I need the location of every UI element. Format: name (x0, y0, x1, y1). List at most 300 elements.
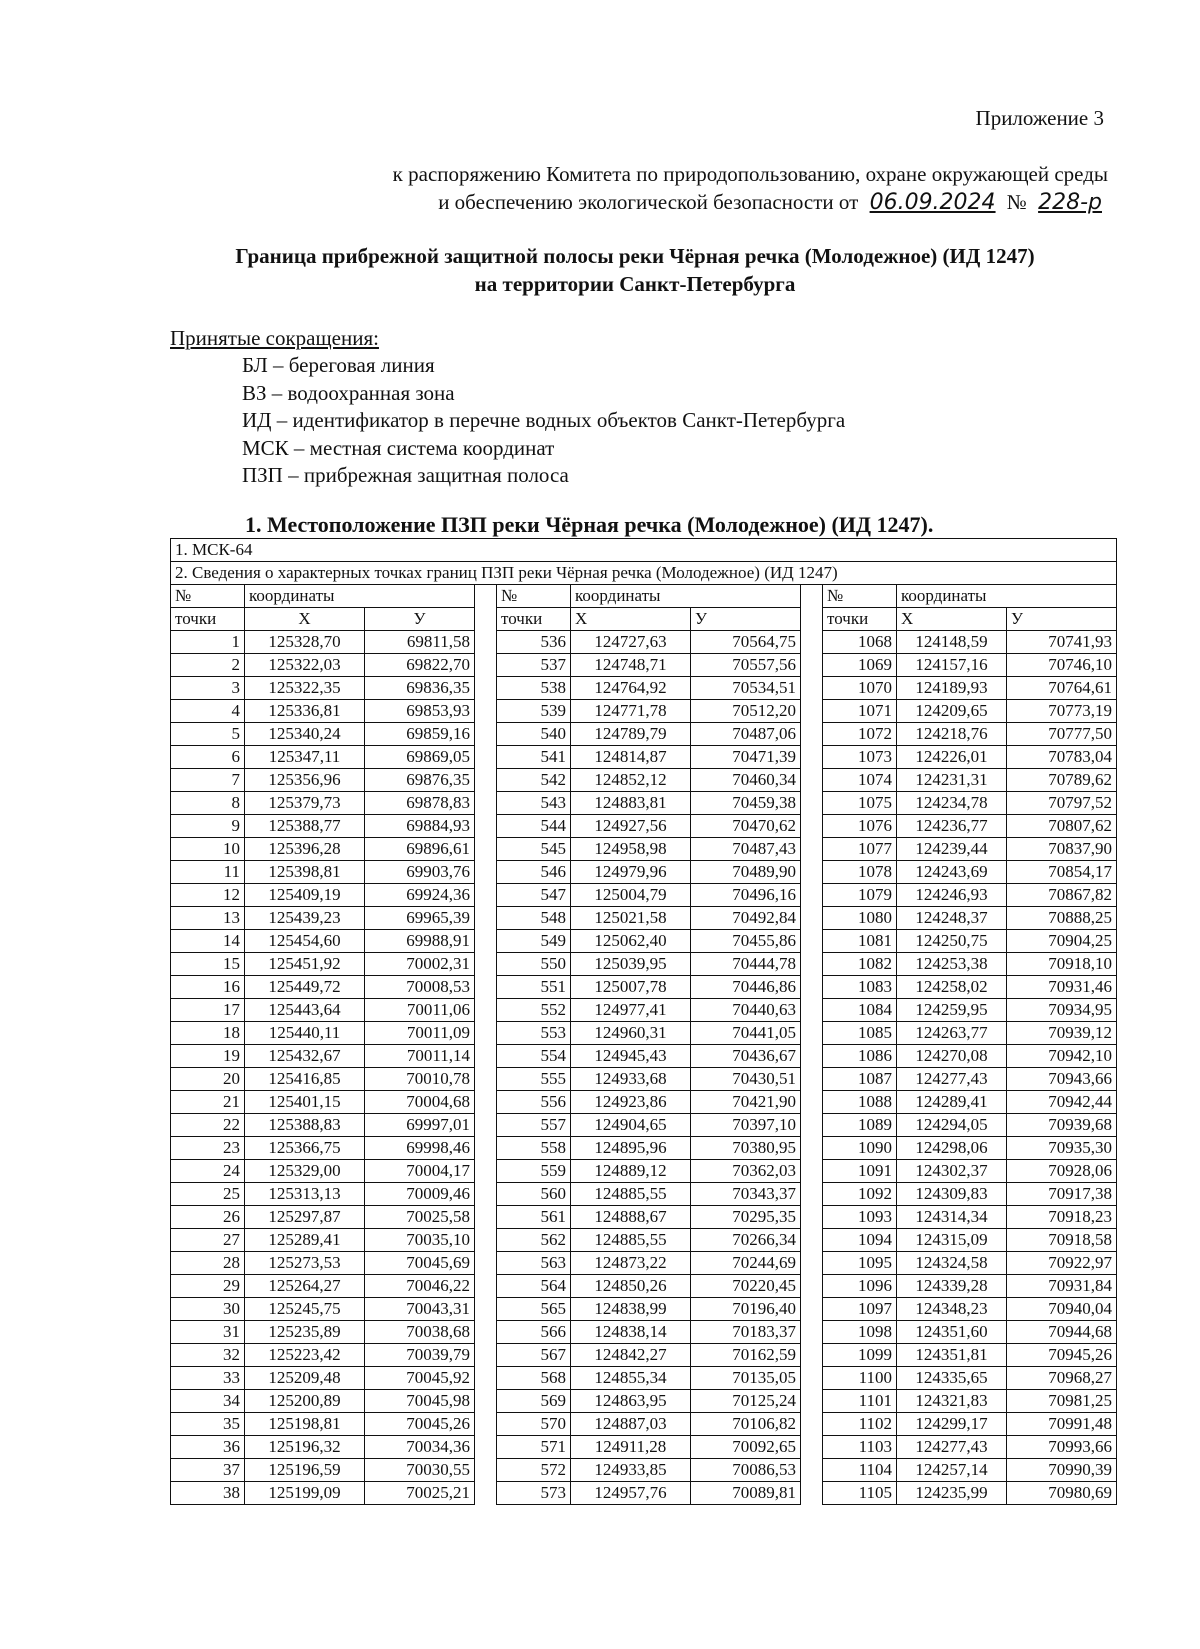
table-row (171, 953, 1117, 976)
coord-x: 125198,81 (245, 1413, 365, 1436)
coord-y: 70004,17 (365, 1160, 475, 1183)
table-row (171, 907, 1117, 930)
coord-x: 124814,87 (571, 746, 691, 769)
point-number: 8 (171, 792, 245, 815)
gap-cell (475, 1482, 497, 1505)
coord-y: 69836,35 (365, 677, 475, 700)
coord-x: 125454,60 (245, 930, 365, 953)
coord-y: 70135,05 (691, 1367, 801, 1390)
point-number: 1077 (823, 838, 897, 861)
coord-y: 70943,66 (1007, 1068, 1117, 1091)
gap-cell (475, 838, 497, 861)
table-row (171, 1252, 1117, 1275)
coord-x: 125328,70 (245, 631, 365, 654)
coord-y: 70244,69 (691, 1252, 801, 1275)
point-number: 1103 (823, 1436, 897, 1459)
coord-y: 70009,46 (365, 1183, 475, 1206)
coord-x: 125409,19 (245, 884, 365, 907)
gap-cell (475, 999, 497, 1022)
coord-x: 124351,60 (897, 1321, 1007, 1344)
coord-y: 70089,81 (691, 1482, 801, 1505)
point-number: 1099 (823, 1344, 897, 1367)
coord-y: 70430,51 (691, 1068, 801, 1091)
coord-x: 124258,02 (897, 976, 1007, 999)
point-number: 1091 (823, 1160, 897, 1183)
point-number: 543 (497, 792, 571, 815)
table-caption-cell: 2. Сведения о характерных точках границ ПЗП реки Чёрная речка (Молодежное) (ИД 1247) (171, 562, 1117, 585)
coord-x: 124977,41 (571, 999, 691, 1022)
gap-cell (475, 1137, 497, 1160)
coord-x: 124235,99 (897, 1482, 1007, 1505)
coord-y: 70918,58 (1007, 1229, 1117, 1252)
point-number: 1097 (823, 1298, 897, 1321)
gap-cell (801, 769, 823, 792)
gap-cell (475, 746, 497, 769)
point-number: 22 (171, 1114, 245, 1137)
gap-cell (801, 999, 823, 1022)
coord-x: 124771,78 (571, 700, 691, 723)
coord-y: 70045,26 (365, 1413, 475, 1436)
coord-y: 69997,01 (365, 1114, 475, 1137)
gap-cell (475, 1206, 497, 1229)
gap-cell (475, 815, 497, 838)
coord-x: 125004,79 (571, 884, 691, 907)
point-number: 545 (497, 838, 571, 861)
coord-y: 69878,83 (365, 792, 475, 815)
coord-x: 124257,14 (897, 1459, 1007, 1482)
coord-x: 124239,44 (897, 838, 1007, 861)
coord-y: 70939,68 (1007, 1114, 1117, 1137)
point-number: 1096 (823, 1275, 897, 1298)
point-number: 33 (171, 1367, 245, 1390)
coord-y: 70837,90 (1007, 838, 1117, 861)
coord-x: 125209,48 (245, 1367, 365, 1390)
coord-x: 125289,41 (245, 1229, 365, 1252)
coord-y: 70220,45 (691, 1275, 801, 1298)
gap-cell (475, 1321, 497, 1344)
table-row (171, 1390, 1117, 1413)
coord-x: 125273,53 (245, 1252, 365, 1275)
order-reference (208, 160, 1108, 217)
gap-cell (801, 631, 823, 654)
gap-cell (801, 907, 823, 930)
table-row (171, 1160, 1117, 1183)
point-number: 1102 (823, 1413, 897, 1436)
coord-y: 69859,16 (365, 723, 475, 746)
point-number: 12 (171, 884, 245, 907)
coord-x: 124945,43 (571, 1045, 691, 1068)
coord-y: 70471,39 (691, 746, 801, 769)
col-header-y: У (1007, 608, 1117, 631)
table-row (171, 792, 1117, 815)
gap-cell (801, 1068, 823, 1091)
point-number: 1079 (823, 884, 897, 907)
gap-cell (475, 1183, 497, 1206)
table-row (171, 1367, 1117, 1390)
order-number-sign: № (1006, 190, 1027, 214)
point-number: 567 (497, 1344, 571, 1367)
table-row (171, 1459, 1117, 1482)
coord-x: 124933,68 (571, 1068, 691, 1091)
coord-x: 124289,41 (897, 1091, 1007, 1114)
coord-y: 70266,34 (691, 1229, 801, 1252)
coord-y: 70043,31 (365, 1298, 475, 1321)
coord-x: 125356,96 (245, 769, 365, 792)
coord-x: 124277,43 (897, 1436, 1007, 1459)
gap-cell (801, 723, 823, 746)
gap-cell (475, 1367, 497, 1390)
coord-x: 124148,59 (897, 631, 1007, 654)
table-header-row-1 (171, 585, 1117, 608)
coord-y: 70035,10 (365, 1229, 475, 1252)
point-number: 547 (497, 884, 571, 907)
coord-x: 125379,73 (245, 792, 365, 815)
coord-x: 125398,81 (245, 861, 365, 884)
coord-x: 124270,08 (897, 1045, 1007, 1068)
coord-y: 70162,59 (691, 1344, 801, 1367)
col-header-coords: координаты (245, 585, 475, 608)
point-number: 560 (497, 1183, 571, 1206)
coord-y: 69876,35 (365, 769, 475, 792)
coord-y: 70904,25 (1007, 930, 1117, 953)
table-header-row-2 (171, 608, 1117, 631)
coord-y: 70991,48 (1007, 1413, 1117, 1436)
point-number: 557 (497, 1114, 571, 1137)
point-number: 1069 (823, 654, 897, 677)
point-number: 18 (171, 1022, 245, 1045)
coord-y: 70942,44 (1007, 1091, 1117, 1114)
point-number: 23 (171, 1137, 245, 1160)
coord-x: 124189,93 (897, 677, 1007, 700)
coord-y: 70777,50 (1007, 723, 1117, 746)
coord-y: 70045,69 (365, 1252, 475, 1275)
coord-y: 69924,36 (365, 884, 475, 907)
col-header-x: Х (571, 608, 691, 631)
table-row (171, 723, 1117, 746)
coord-x: 124351,81 (897, 1344, 1007, 1367)
coord-x: 124253,38 (897, 953, 1007, 976)
coord-x: 125196,32 (245, 1436, 365, 1459)
coord-y: 69988,91 (365, 930, 475, 953)
coord-y: 70362,03 (691, 1160, 801, 1183)
gap-cell (801, 1321, 823, 1344)
gap-cell (801, 1229, 823, 1252)
coord-y: 70487,06 (691, 723, 801, 746)
table-row (171, 1206, 1117, 1229)
table-row (171, 976, 1117, 999)
table-row (171, 1229, 1117, 1252)
gap-cell (801, 1160, 823, 1183)
coord-y: 70512,20 (691, 700, 801, 723)
coord-y: 70444,78 (691, 953, 801, 976)
gap-cell (475, 1298, 497, 1321)
coord-x: 125196,59 (245, 1459, 365, 1482)
coord-y: 69822,70 (365, 654, 475, 677)
gap-cell (801, 1252, 823, 1275)
coord-y: 69896,61 (365, 838, 475, 861)
coord-x: 124855,34 (571, 1367, 691, 1390)
gap-cell (801, 792, 823, 815)
point-number: 34 (171, 1390, 245, 1413)
point-number: 559 (497, 1160, 571, 1183)
gap-cell (801, 1183, 823, 1206)
point-number: 1 (171, 631, 245, 654)
table-row (171, 1413, 1117, 1436)
coord-y: 70797,52 (1007, 792, 1117, 815)
point-number: 553 (497, 1022, 571, 1045)
point-number: 3 (171, 677, 245, 700)
title-line-1: Граница прибрежной защитной полосы реки Чёрная речка (Молодежное) (ИД 1247) (235, 244, 1035, 268)
coord-x: 125439,23 (245, 907, 365, 930)
table-row (171, 1022, 1117, 1045)
point-number: 572 (497, 1459, 571, 1482)
gap-cell (475, 1275, 497, 1298)
point-number: 1100 (823, 1367, 897, 1390)
point-number: 36 (171, 1436, 245, 1459)
coord-x: 124748,71 (571, 654, 691, 677)
point-number: 25 (171, 1183, 245, 1206)
coord-x: 124863,95 (571, 1390, 691, 1413)
gap-cell (801, 608, 823, 631)
col-header-no: № (497, 585, 571, 608)
gap-cell (801, 976, 823, 999)
point-number: 558 (497, 1137, 571, 1160)
document-title (150, 242, 1120, 298)
gap-cell (475, 953, 497, 976)
coord-x: 125264,27 (245, 1275, 365, 1298)
gap-cell (801, 1114, 823, 1137)
gap-cell (475, 769, 497, 792)
coord-x: 125366,75 (245, 1137, 365, 1160)
coord-y: 70888,25 (1007, 907, 1117, 930)
point-number: 31 (171, 1321, 245, 1344)
coord-x: 124226,01 (897, 746, 1007, 769)
gap-cell (475, 1160, 497, 1183)
coord-x: 125401,15 (245, 1091, 365, 1114)
point-number: 1084 (823, 999, 897, 1022)
coord-x: 124958,98 (571, 838, 691, 861)
coord-y: 69853,93 (365, 700, 475, 723)
point-number: 1072 (823, 723, 897, 746)
gap-cell (801, 1206, 823, 1229)
gap-cell (475, 976, 497, 999)
coord-y: 69884,93 (365, 815, 475, 838)
coord-x: 124315,09 (897, 1229, 1007, 1252)
point-number: 568 (497, 1367, 571, 1390)
coord-y: 70045,98 (365, 1390, 475, 1413)
coord-x: 124243,69 (897, 861, 1007, 884)
coord-x: 124209,65 (897, 700, 1007, 723)
point-number: 542 (497, 769, 571, 792)
coord-x: 124838,99 (571, 1298, 691, 1321)
point-number: 565 (497, 1298, 571, 1321)
coord-y: 70011,09 (365, 1022, 475, 1045)
coord-x: 125021,58 (571, 907, 691, 930)
point-number: 19 (171, 1045, 245, 1068)
coord-y: 70380,95 (691, 1137, 801, 1160)
table-row (171, 861, 1117, 884)
gap-cell (801, 1045, 823, 1068)
coord-y: 70918,10 (1007, 953, 1117, 976)
table-row (171, 1275, 1117, 1298)
point-number: 570 (497, 1413, 571, 1436)
order-number: 228-р (1038, 190, 1102, 215)
coord-y: 70944,68 (1007, 1321, 1117, 1344)
gap-cell (475, 1413, 497, 1436)
point-number: 21 (171, 1091, 245, 1114)
coord-x: 124248,37 (897, 907, 1007, 930)
coord-y: 70931,46 (1007, 976, 1117, 999)
order-line-2 (208, 188, 1108, 217)
gap-cell (801, 585, 823, 608)
coord-y: 70183,37 (691, 1321, 801, 1344)
coord-x: 124873,22 (571, 1252, 691, 1275)
coord-y: 70046,22 (365, 1275, 475, 1298)
point-number: 14 (171, 930, 245, 953)
coord-x: 124883,81 (571, 792, 691, 815)
point-number: 541 (497, 746, 571, 769)
gap-cell (801, 654, 823, 677)
point-number: 1083 (823, 976, 897, 999)
abbreviation-item: ИД – идентификатор в перечне водных объектов Санкт-Петербурга (242, 408, 846, 432)
coord-y: 70459,38 (691, 792, 801, 815)
coord-x: 124933,85 (571, 1459, 691, 1482)
order-line-1: к распоряжению Комитета по природопользованию, охране окружающей среды (392, 162, 1108, 186)
coord-y: 70045,92 (365, 1367, 475, 1390)
gap-cell (475, 1436, 497, 1459)
point-number: 6 (171, 746, 245, 769)
table-row (171, 1137, 1117, 1160)
coord-x: 124885,55 (571, 1229, 691, 1252)
coord-y: 70343,37 (691, 1183, 801, 1206)
point-number: 17 (171, 999, 245, 1022)
coord-y: 70489,90 (691, 861, 801, 884)
point-number: 1093 (823, 1206, 897, 1229)
coord-x: 124335,65 (897, 1367, 1007, 1390)
coord-y: 70935,30 (1007, 1137, 1117, 1160)
point-number: 1092 (823, 1183, 897, 1206)
point-number: 11 (171, 861, 245, 884)
point-number: 1088 (823, 1091, 897, 1114)
coord-x: 125347,11 (245, 746, 365, 769)
coord-y: 70125,24 (691, 1390, 801, 1413)
point-number: 571 (497, 1436, 571, 1459)
table-row (171, 1482, 1117, 1505)
table-row (171, 1436, 1117, 1459)
gap-cell (801, 700, 823, 723)
coord-x: 124263,77 (897, 1022, 1007, 1045)
gap-cell (475, 700, 497, 723)
point-number: 1070 (823, 677, 897, 700)
point-number: 1073 (823, 746, 897, 769)
coord-y: 70867,82 (1007, 884, 1117, 907)
gap-cell (475, 1114, 497, 1137)
point-number: 544 (497, 815, 571, 838)
coord-x: 125297,87 (245, 1206, 365, 1229)
gap-cell (475, 1344, 497, 1367)
point-number: 1076 (823, 815, 897, 838)
coord-x: 125322,35 (245, 677, 365, 700)
gap-cell (801, 1298, 823, 1321)
abbreviations-list (242, 352, 845, 490)
gap-cell (801, 1091, 823, 1114)
col-header-x: Х (897, 608, 1007, 631)
coord-y: 70557,56 (691, 654, 801, 677)
coord-x: 124157,16 (897, 654, 1007, 677)
gap-cell (801, 1367, 823, 1390)
coord-x: 125396,28 (245, 838, 365, 861)
coord-x: 124927,56 (571, 815, 691, 838)
coord-x: 124314,34 (897, 1206, 1007, 1229)
point-number: 26 (171, 1206, 245, 1229)
coord-x: 124979,96 (571, 861, 691, 884)
point-number: 1090 (823, 1137, 897, 1160)
gap-cell (801, 1413, 823, 1436)
coord-y: 70002,31 (365, 953, 475, 976)
coord-x: 125449,72 (245, 976, 365, 999)
coord-y: 70922,97 (1007, 1252, 1117, 1275)
point-number: 1080 (823, 907, 897, 930)
point-number: 38 (171, 1482, 245, 1505)
gap-cell (801, 1482, 823, 1505)
coord-y: 70196,40 (691, 1298, 801, 1321)
coord-x: 124277,43 (897, 1068, 1007, 1091)
point-number: 1078 (823, 861, 897, 884)
title-line-2: на территории Санкт-Петербурга (474, 272, 796, 296)
section-title: 1. Местоположение ПЗП реки Чёрная речка (Молодежное) (ИД 1247). (245, 512, 934, 537)
coord-x: 124298,06 (897, 1137, 1007, 1160)
coord-x: 124324,58 (897, 1252, 1007, 1275)
coordinates-table (170, 538, 1117, 1505)
point-number: 16 (171, 976, 245, 999)
coord-x: 124231,31 (897, 769, 1007, 792)
gap-cell (475, 1045, 497, 1068)
gap-cell (801, 815, 823, 838)
coord-x: 125443,64 (245, 999, 365, 1022)
gap-cell (475, 1091, 497, 1114)
gap-cell (475, 654, 497, 677)
gap-cell (801, 953, 823, 976)
coord-y: 70854,17 (1007, 861, 1117, 884)
table-row (171, 654, 1117, 677)
point-number: 4 (171, 700, 245, 723)
point-number: 28 (171, 1252, 245, 1275)
coord-y: 70917,38 (1007, 1183, 1117, 1206)
table-row (171, 815, 1117, 838)
coord-x: 125062,40 (571, 930, 691, 953)
coord-y: 70940,04 (1007, 1298, 1117, 1321)
appendix-label: Приложение 3 (975, 106, 1104, 130)
coord-y: 70945,26 (1007, 1344, 1117, 1367)
coord-y: 70928,06 (1007, 1160, 1117, 1183)
point-number: 1086 (823, 1045, 897, 1068)
coord-y: 70011,14 (365, 1045, 475, 1068)
point-number: 546 (497, 861, 571, 884)
coord-x: 124218,76 (897, 723, 1007, 746)
coordinate-system-cell: 1. МСК-64 (171, 539, 1117, 562)
coord-x: 124960,31 (571, 1022, 691, 1045)
coord-y: 70789,62 (1007, 769, 1117, 792)
point-number: 1098 (823, 1321, 897, 1344)
point-number: 1071 (823, 700, 897, 723)
point-number: 37 (171, 1459, 245, 1482)
gap-cell (801, 1137, 823, 1160)
coord-y: 70008,53 (365, 976, 475, 999)
coord-y: 70038,68 (365, 1321, 475, 1344)
col-header-point: точки (171, 608, 245, 631)
point-number: 551 (497, 976, 571, 999)
coord-x: 124236,77 (897, 815, 1007, 838)
